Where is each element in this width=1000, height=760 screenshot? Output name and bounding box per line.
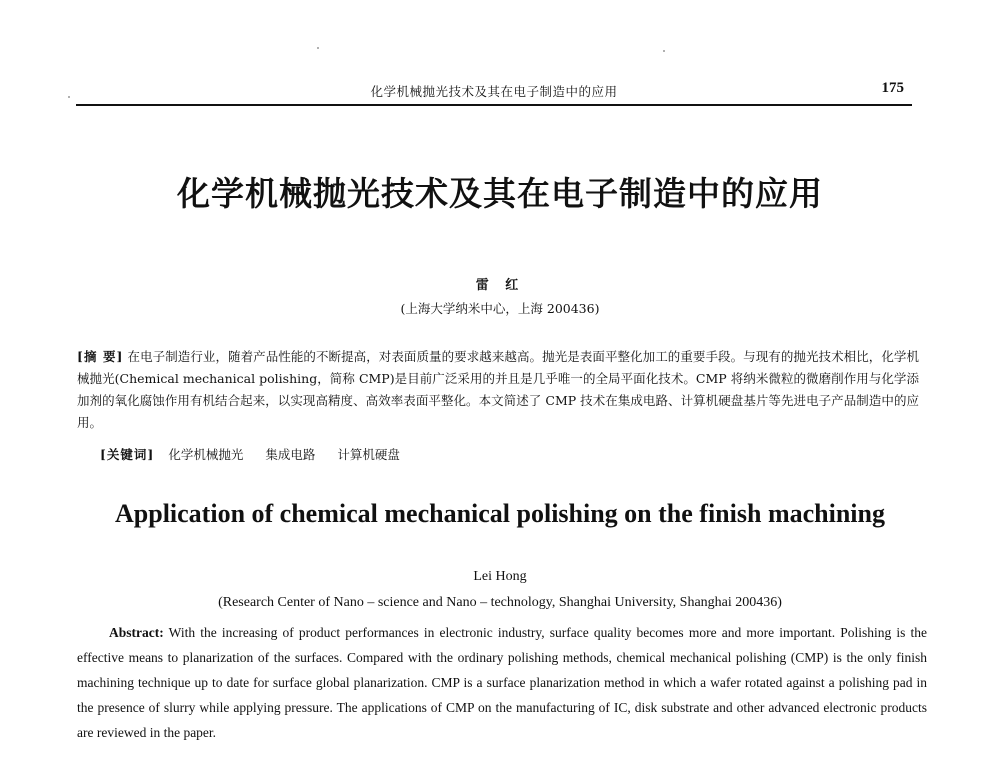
chinese-affiliation: (上海大学纳米中心，上海 200436) <box>400 301 600 316</box>
english-abstract-label: Abstract: <box>109 625 164 640</box>
chinese-keywords-label: [关键词] <box>100 447 155 462</box>
english-abstract <box>77 620 927 745</box>
chinese-title: 化学机械抛光技术及其在电子制造中的应用 <box>177 174 823 213</box>
chinese-abstract <box>77 346 919 434</box>
keyword: 化学机械抛光 <box>168 447 244 462</box>
chinese-abstract-label: [摘 要] <box>77 349 124 364</box>
running-header <box>76 80 912 106</box>
scan-speck <box>663 50 665 52</box>
english-title: Application of chemical mechanical polishing on the finish machining <box>115 499 885 528</box>
chinese-abstract-text: 在电子制造行业，随着产品性能的不断提高，对表面质量的要求越来越高。抛光是表面平整化加工的重要手段。与现有的抛光技术相比，化学机械抛光(Chemical mechanical polishing，简称 CMP)是目前广泛采用的并且是几乎唯一的全局平面化技术。CMP 将纳米微粒的微磨削作用与化学添加剂的氧化腐蚀作用有机结合起来，以实现高精度、高效率表面平整化。本文简述了 CMP 技术在集成电路、计算机硬盘基片等先进电子产品制造中的应用。 <box>77 349 919 430</box>
scan-speck <box>317 47 319 49</box>
english-affiliation: (Research Center of Nano – science and Nano – technology, Shanghai University, Shanghai 200436) <box>218 595 782 610</box>
keyword: 集成电路 <box>265 447 316 462</box>
chinese-keywords <box>100 444 920 466</box>
english-author: Lei Hong <box>473 569 527 584</box>
page-number: 175 <box>881 80 904 96</box>
scan-speck <box>68 96 70 98</box>
english-abstract-text: With the increasing of product performances in electronic industry, surface quality becomes more and more important. Polishing is the effective means to planarization of the surfaces. Compared with the ordinary polishing methods, chemical mechanical polishing (CMP) is the only finish machining technique up to date for surface global planarization. CMP is a surface planarization method in which a wafer rotated against a polishing pad in the presence of slurry while applying pressure. The applications of CMP on the manufacturing of IC, disk substrate and other advanced electronic products are reviewed in the paper. <box>77 625 927 740</box>
keyword: 计算机硬盘 <box>337 447 400 462</box>
running-title: 化学机械抛光技术及其在电子制造中的应用 <box>370 84 618 99</box>
chinese-author: 雷 红 <box>475 278 525 293</box>
